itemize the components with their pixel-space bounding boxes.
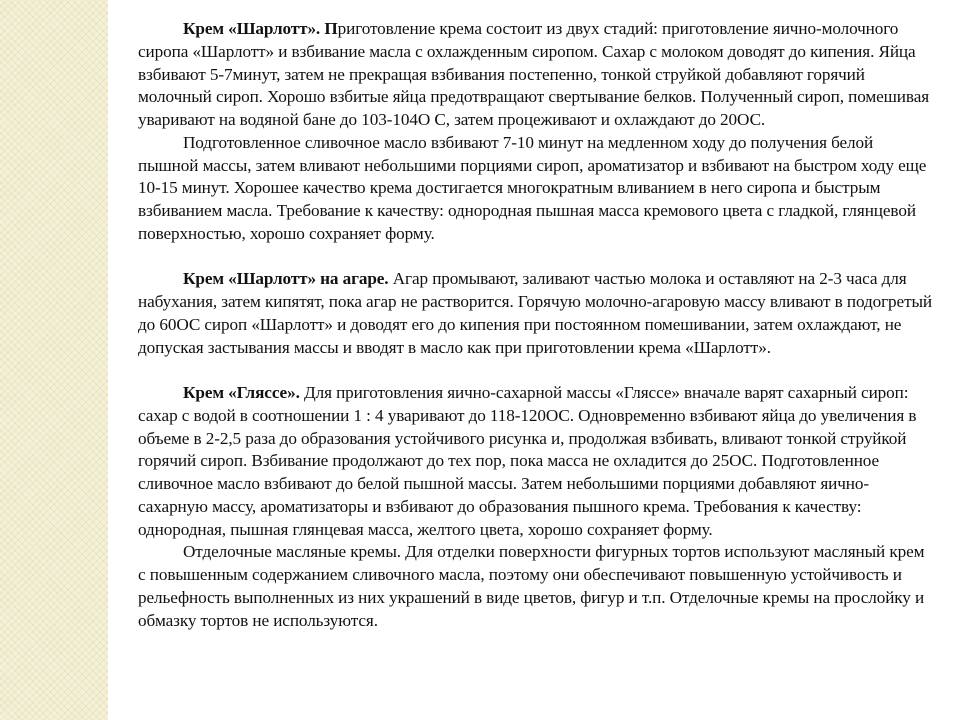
paragraph-charlotte xyxy=(138,18,934,132)
paragraph-butter-whipping xyxy=(138,132,934,246)
paragraph-glace xyxy=(138,382,934,541)
paragraph-charlotte-text: риготовление крема состоит из двух стадий: приготовление яично-молочного сиропа «Шарлотт» и взбивание масла с охлажденным сиропом. Сахар с молоком доводят до кипения. Яйца взбивают 5-7минут, затем не прекращая взбивания постепенно, тонкой струйкой добавляют горячий молочный сироп. Хорошо взбитые яйца предотвращают свертывание белков. Полученный сироп, помешивая уваривают на водяной бане до 103-104О С, затем процеживают и охлаждают до 20ОС. xyxy=(138,19,930,129)
document-body xyxy=(138,18,934,632)
paragraph-finishing-creams-text: Отделочные масляные кремы. Для отделки поверхности фигурных тортов используют масляный крем с повышенным содержанием сливочного масла, поэтому они обеспечивают повышенную устойчивость и рельефность выполненных из них украшений в виде цветов, фигур и т.п. Отделочные кремы на прослойку и обмазку тортов не используются. xyxy=(138,542,925,630)
paragraph-butter-whipping-text: Подготовленное сливочное масло взбивают 7-10 минут на медленном ходу до получения белой пышной массы, затем вливают небольшими порциями сироп, ароматизатор и взбивают на быстром ходу еще 10-15 минут. Хорошее качество крема достигается многократным вливанием в него сиропа и быстрым взбиванием масла. Требование к качеству: однородная пышная масса кремового цвета с гладкой, глянцевой поверхностью, хорошо сохраняет форму. xyxy=(138,132,927,243)
paragraph-finishing-creams xyxy=(138,541,934,632)
heading-charlotte: Крем «Шарлотт». xyxy=(183,19,321,38)
paragraph-charlotte-agar-text: Агар промывают, заливают частью молока и оставляют на 2-3 часа для набухания, затем кипятят, пока агар не растворится. Горячую молочно-агаровую массу вливают в подогретый до 60ОС сироп «Шарлотт» и доводят его до кипения при постоянном помешивании, затем охлаждают, не допуская застывания массы и вводят в масло как при приготовлении крема «Шарлотт». xyxy=(138,269,933,357)
decorative-side-strip xyxy=(0,0,108,720)
paragraph-glace-text: Для приготовления яично-сахарной массы «Гляссе» вначале варят сахарный сироп: сахар с водой в соотношении 1 : 4 уваривают до 118-120ОС. Одновременно взбивают яйца до увеличения в объеме в 2-2,5 раза до образования устойчивого рисунка и, продолжая взбивать, вливают тонкой струйкой горячий сироп. Взбивание продолжают до тех пор, пока масса не охладится до 25ОС. Подготовленное сливочное масло взбивают до белой пышной массы. Затем небольшими порциями добавляют яично-сахарную массу, ароматизаторы и взбивают до образования пышного крема. Требования к качеству: однородная, пышная глянцевая масса, желтого цвета, хорошо сохраняет форму. xyxy=(138,383,917,539)
paragraph-charlotte-agar xyxy=(138,268,934,359)
heading-charlotte-initial: П xyxy=(320,19,338,38)
heading-charlotte-agar: Крем «Шарлотт» на агаре. xyxy=(183,269,389,289)
heading-glace: Крем «Гляссе». xyxy=(183,383,300,402)
